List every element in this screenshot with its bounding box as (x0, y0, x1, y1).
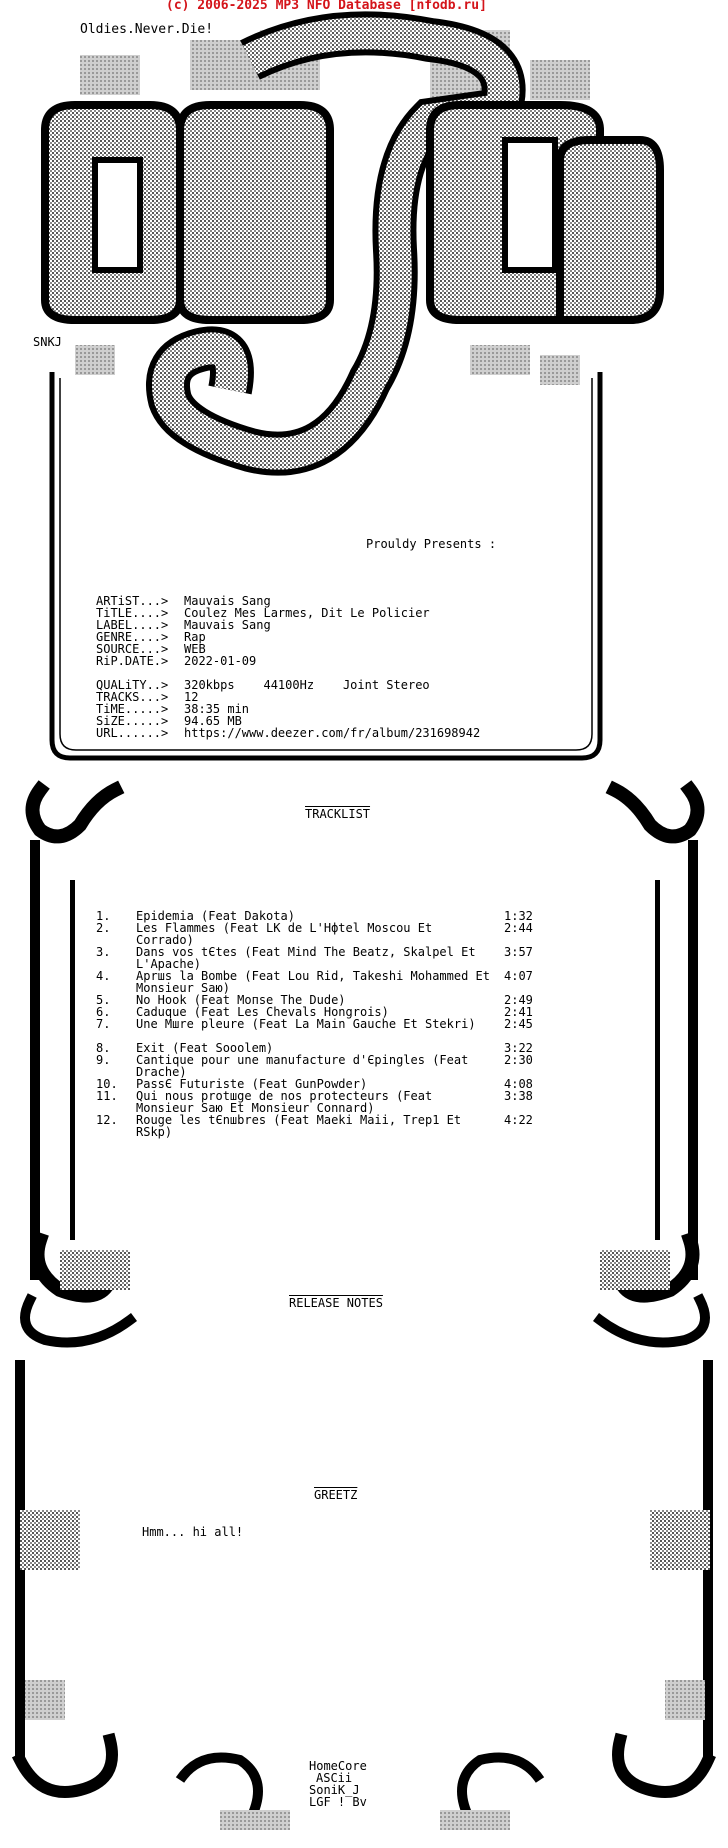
slogan: Oldies.Never.Die! (80, 22, 214, 37)
info-genre-label: GENRE....> (96, 630, 169, 644)
left-border-ornament (15, 790, 130, 1792)
tech-tracks-value: 12 (184, 690, 199, 704)
right-border-ornament (600, 790, 713, 1792)
tech-time-value: 38:35 min (184, 702, 250, 716)
info-artist-value: Mauvais Sang (184, 594, 271, 608)
info-ripdate-value: 2022-01-09 (184, 654, 257, 668)
tech-url-label: URL......> (96, 726, 169, 740)
tech-time-label: TiME.....> (96, 702, 169, 716)
footer-line: LGF ! Bv (309, 1795, 367, 1809)
release-notes-heading: RELEASE NOTES (289, 1296, 383, 1310)
nfodb-logo (45, 30, 660, 454)
tech-tracks-label: TRACKS...> (96, 690, 169, 704)
tech-quality-value: 320kbps 44100Hz Joint Stereo (184, 678, 430, 692)
tech-quality-label: QUALiTY..> (96, 678, 169, 692)
info-genre-value: Rap (184, 630, 206, 644)
footer-line: HomeCore (309, 1759, 367, 1773)
presents-line: Prouldy Presents : (366, 537, 497, 551)
info-title-label: TiTLE....> (96, 606, 169, 620)
tracklist-heading: TRACKLIST (305, 807, 371, 821)
footer-line: SoniK_J (309, 1783, 360, 1797)
greetz-heading: GREETZ (314, 1488, 358, 1502)
info-label-value: Mauvais Sang (184, 618, 271, 632)
info-source-label: SOURCE...> (96, 642, 169, 656)
site-header: (c) 2006-2025 MP3 NFO Database [nfodb.ru] (166, 0, 487, 13)
info-ripdate-label: RiP.DATE.> (96, 654, 169, 668)
info-artist-label: ARTiST...> (96, 594, 169, 608)
info-source-value: WEB (184, 642, 206, 656)
info-label-label: LABEL....> (96, 618, 169, 632)
footer-line: ASCii (316, 1771, 353, 1785)
info-title-value: Coulez Mes Larmes, Dit Le Policier (184, 606, 430, 620)
tech-size-value: 94.65 MB (184, 714, 242, 728)
artist-tag: SNKJ (33, 335, 62, 349)
greetz-text: Hmm... hi all! (142, 1525, 244, 1539)
tech-url-value[interactable]: https://www.deezer.com/fr/album/231698942 (184, 726, 481, 740)
tech-size-label: SiZE.....> (96, 714, 169, 728)
